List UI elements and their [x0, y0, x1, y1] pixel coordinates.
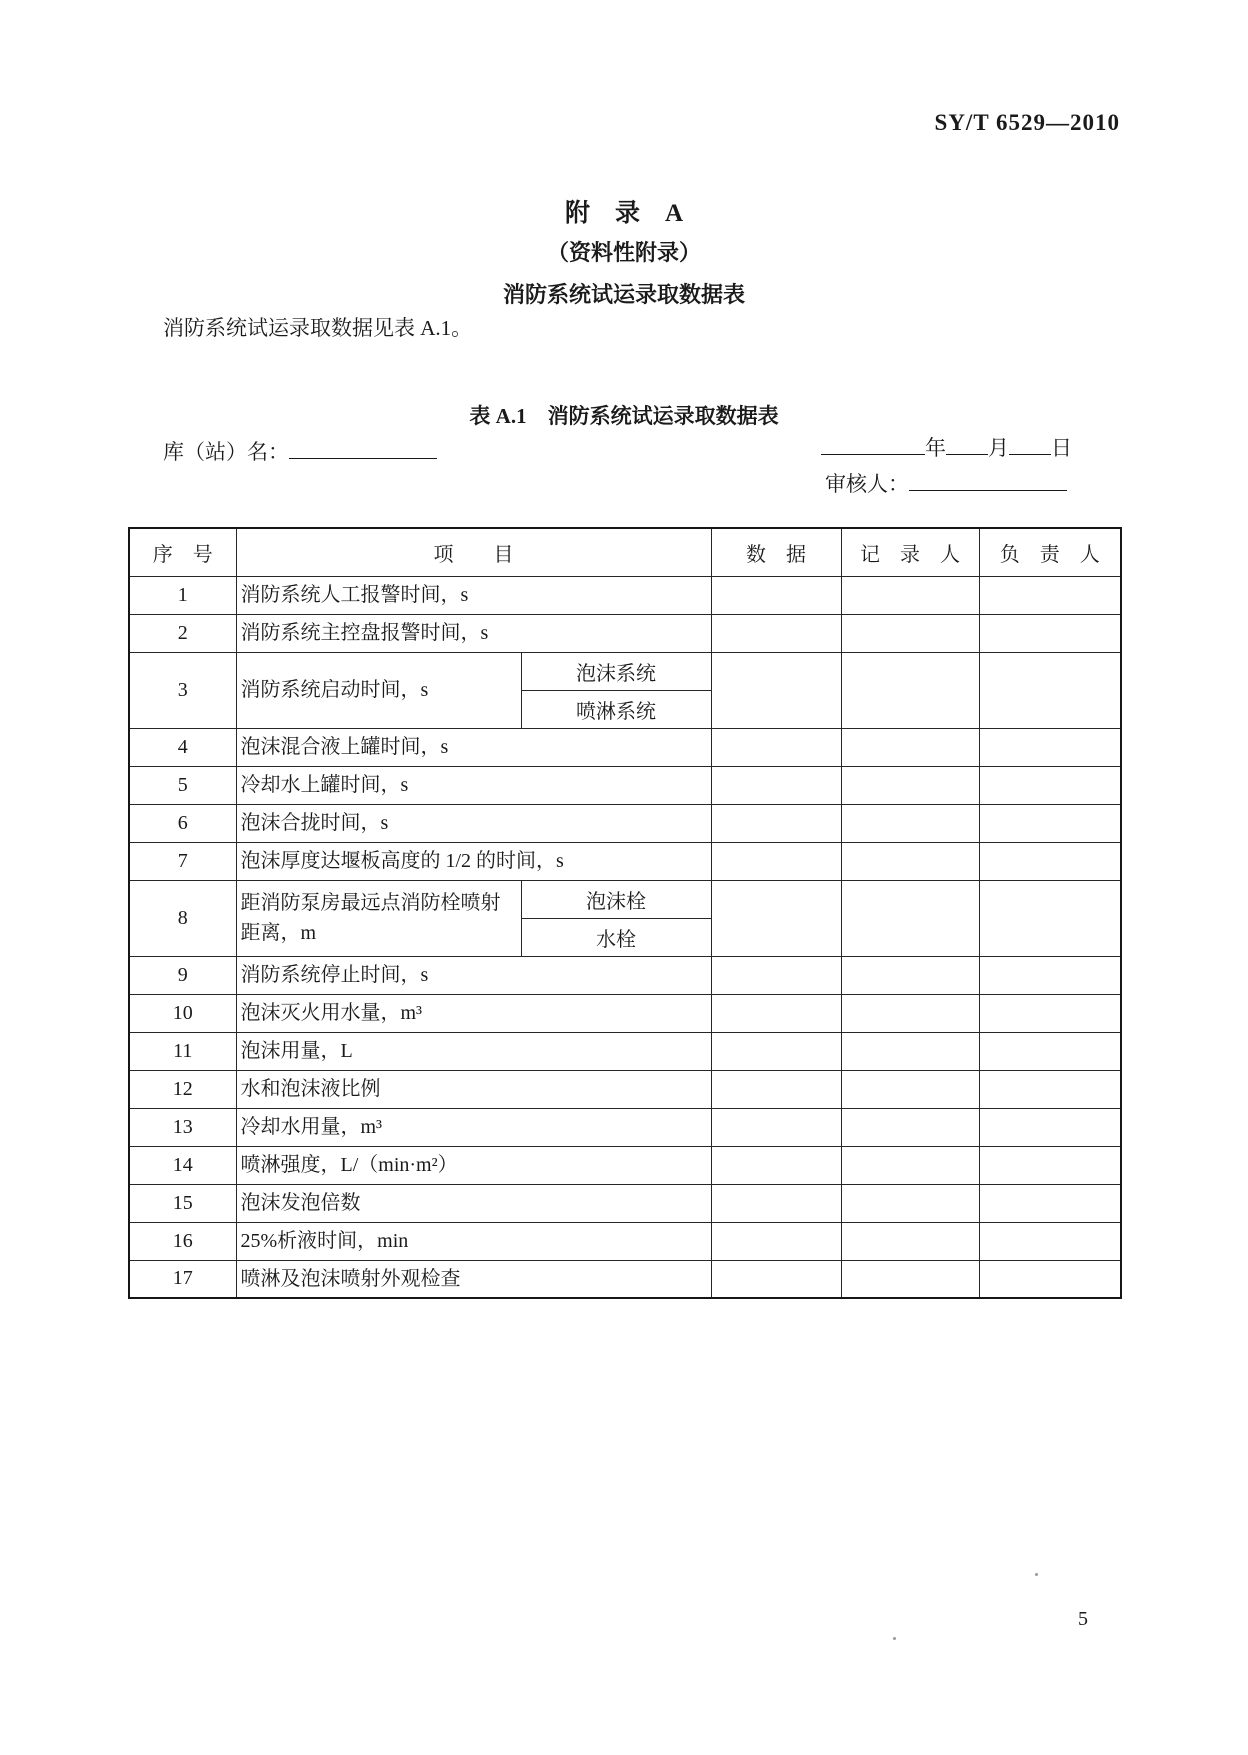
- row-index: 5: [129, 766, 236, 804]
- recorder-cell: [841, 614, 979, 652]
- responsible-cell: [979, 766, 1121, 804]
- recorder-cell: [841, 652, 979, 728]
- station-name-line: [163, 436, 437, 466]
- header-responsible: 负 责 人: [979, 528, 1121, 576]
- recorder-cell: [841, 728, 979, 766]
- recorder-cell: [841, 766, 979, 804]
- table-row-4: [129, 728, 1121, 766]
- reviewer-line: [825, 468, 1067, 498]
- station-name-label: 库（站）名：: [163, 440, 289, 464]
- responsible-cell: [979, 1222, 1121, 1260]
- data-table: [128, 527, 1122, 1299]
- responsible-cell: [979, 728, 1121, 766]
- table-row-6: [129, 804, 1121, 842]
- data-cell: [711, 576, 841, 614]
- responsible-cell: [979, 1260, 1121, 1298]
- table-header-row: [129, 528, 1121, 576]
- sub-item-spray-system: 喷淋系统: [521, 690, 711, 728]
- row-item: 消防系统主控盘报警时间，s: [236, 614, 711, 652]
- responsible-cell: [979, 994, 1121, 1032]
- row-item: 喷淋强度，L/（min·m²）: [236, 1146, 711, 1184]
- row-index: 10: [129, 994, 236, 1032]
- appendix-title: 附 录 A: [564, 200, 684, 227]
- row-item: 25%析液时间，min: [236, 1222, 711, 1260]
- table-row-14: [129, 1146, 1121, 1184]
- data-cell: [711, 994, 841, 1032]
- responsible-cell: [979, 614, 1121, 652]
- row-index: 6: [129, 804, 236, 842]
- row-item: 距消防泵房最远点消防栓喷射距离，m: [236, 880, 521, 956]
- day-blank: [1009, 434, 1051, 455]
- data-cell: [711, 804, 841, 842]
- year-blank: [821, 434, 925, 455]
- row-item: 水和泡沫液比例: [236, 1070, 711, 1108]
- row-index: 4: [129, 728, 236, 766]
- header-recorder: 记 录 人: [841, 528, 979, 576]
- row-item: 消防系统启动时间，s: [236, 652, 521, 728]
- data-cell: [711, 1032, 841, 1070]
- table-caption: 表 A.1 消防系统试运录取数据表: [469, 404, 779, 428]
- responsible-cell: [979, 576, 1121, 614]
- scan-speck: [1035, 1573, 1038, 1576]
- data-cell: [711, 1108, 841, 1146]
- row-index: 11: [129, 1032, 236, 1070]
- responsible-cell: [979, 1108, 1121, 1146]
- row-index: 15: [129, 1184, 236, 1222]
- header-index: 序 号: [129, 528, 236, 576]
- responsible-cell: [979, 1032, 1121, 1070]
- table-row-10: [129, 994, 1121, 1032]
- data-cell: [711, 614, 841, 652]
- row-item: 泡沫用量，L: [236, 1032, 711, 1070]
- day-label: 日: [1051, 436, 1072, 460]
- data-cell: [711, 1222, 841, 1260]
- responsible-cell: [979, 1070, 1121, 1108]
- table-row-2: [129, 614, 1121, 652]
- data-cell: [711, 842, 841, 880]
- sub-item-foam-hydrant: 泡沫栓: [521, 880, 711, 918]
- row-index: 13: [129, 1108, 236, 1146]
- table-row-17: [129, 1260, 1121, 1298]
- month-blank: [946, 434, 988, 455]
- responsible-cell: [979, 1184, 1121, 1222]
- page-number: 5: [1078, 1608, 1088, 1630]
- table-row-15: [129, 1184, 1121, 1222]
- row-item: 泡沫合拢时间，s: [236, 804, 711, 842]
- month-label: 月: [988, 436, 1009, 460]
- recorder-cell: [841, 1260, 979, 1298]
- responsible-cell: [979, 880, 1121, 956]
- row-index: 7: [129, 842, 236, 880]
- row-index: 14: [129, 1146, 236, 1184]
- date-line: [821, 432, 1072, 462]
- row-item: 泡沫发泡倍数: [236, 1184, 711, 1222]
- responsible-cell: [979, 652, 1121, 728]
- row-index: 1: [129, 576, 236, 614]
- table-row-8: [129, 880, 1121, 918]
- appendix-type: （资料性附录）: [546, 240, 701, 265]
- data-cell: [711, 880, 841, 956]
- row-item: 喷淋及泡沫喷射外观检查: [236, 1260, 711, 1298]
- recorder-cell: [841, 1222, 979, 1260]
- recorder-cell: [841, 956, 979, 994]
- sub-item-foam-system: 泡沫系统: [521, 652, 711, 690]
- recorder-cell: [841, 804, 979, 842]
- responsible-cell: [979, 1146, 1121, 1184]
- responsible-cell: [979, 804, 1121, 842]
- table-row-9: [129, 956, 1121, 994]
- row-index: 8: [129, 880, 236, 956]
- table-row-1: [129, 576, 1121, 614]
- row-item: 泡沫灭火用水量，m³: [236, 994, 711, 1032]
- table-row-7: [129, 842, 1121, 880]
- recorder-cell: [841, 842, 979, 880]
- table-row-3: [129, 652, 1121, 690]
- data-cell: [711, 956, 841, 994]
- table-row-11: [129, 1032, 1121, 1070]
- row-item: 泡沫混合液上罐时间，s: [236, 728, 711, 766]
- recorder-cell: [841, 994, 979, 1032]
- row-index: 17: [129, 1260, 236, 1298]
- intro-paragraph: 消防系统试运录取数据见表 A.1。: [163, 316, 473, 340]
- responsible-cell: [979, 956, 1121, 994]
- standard-number: SY/T 6529—2010: [934, 110, 1120, 135]
- recorder-cell: [841, 1108, 979, 1146]
- row-item: 消防系统停止时间，s: [236, 956, 711, 994]
- row-index: 12: [129, 1070, 236, 1108]
- data-cell: [711, 728, 841, 766]
- row-index: 2: [129, 614, 236, 652]
- year-label: 年: [925, 436, 946, 460]
- station-name-blank: [289, 438, 437, 459]
- table-row-12: [129, 1070, 1121, 1108]
- row-index: 9: [129, 956, 236, 994]
- data-cell: [711, 1184, 841, 1222]
- header-data: 数 据: [711, 528, 841, 576]
- appendix-subject: 消防系统试运录取数据表: [502, 282, 745, 307]
- recorder-cell: [841, 576, 979, 614]
- row-item: 泡沫厚度达堰板高度的 1/2 的时间，s: [236, 842, 711, 880]
- data-cell: [711, 766, 841, 804]
- data-cell: [711, 652, 841, 728]
- row-item: 冷却水用量，m³: [236, 1108, 711, 1146]
- header-item: 项 目: [236, 528, 711, 576]
- data-cell: [711, 1070, 841, 1108]
- sub-item-water-hydrant: 水栓: [521, 918, 711, 956]
- scan-speck: [893, 1637, 896, 1640]
- reviewer-blank: [909, 470, 1067, 491]
- recorder-cell: [841, 1070, 979, 1108]
- data-cell: [711, 1146, 841, 1184]
- recorder-cell: [841, 1184, 979, 1222]
- row-item: 消防系统人工报警时间，s: [236, 576, 711, 614]
- recorder-cell: [841, 880, 979, 956]
- row-index: 16: [129, 1222, 236, 1260]
- responsible-cell: [979, 842, 1121, 880]
- row-item: 冷却水上罐时间，s: [236, 766, 711, 804]
- recorder-cell: [841, 1146, 979, 1184]
- reviewer-label: 审核人：: [825, 472, 909, 496]
- row-index: 3: [129, 652, 236, 728]
- table-row-13: [129, 1108, 1121, 1146]
- table-row-16: [129, 1222, 1121, 1260]
- data-cell: [711, 1260, 841, 1298]
- table-row-5: [129, 766, 1121, 804]
- recorder-cell: [841, 1032, 979, 1070]
